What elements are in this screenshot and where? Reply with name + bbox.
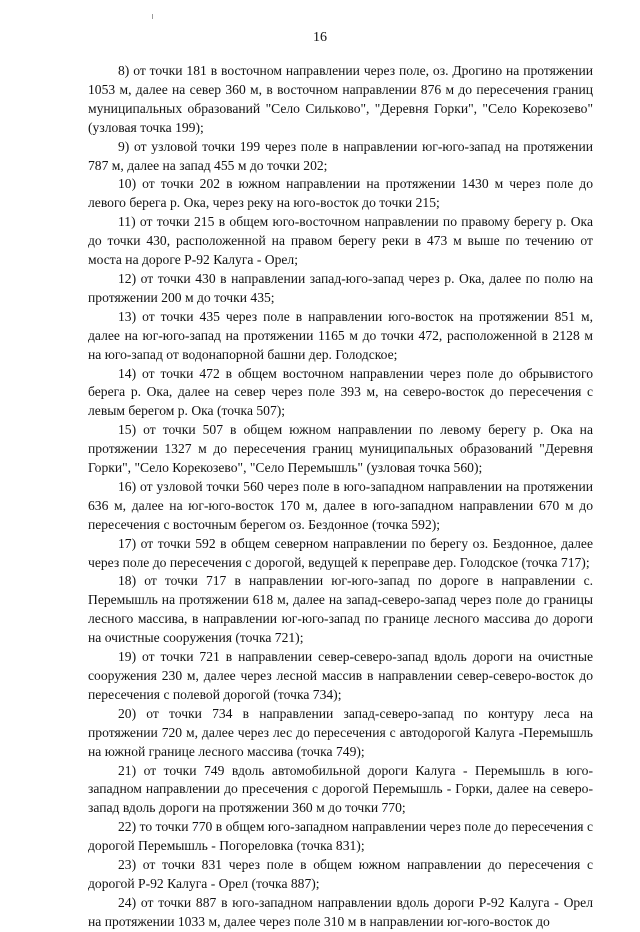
paragraph-19: 19) от точки 721 в направлении север-северо-запад вдоль дороги на очистные сооружения 230 м, далее через лесной массив в направлении север-северо-восток до пересечения с полевой дорогой (точка 734); bbox=[88, 649, 593, 702]
page-number: 16 bbox=[313, 30, 327, 45]
paragraph-11: 11) от точки 215 в общем юго-восточном направлении по правому берегу р. Ока до точки 430, расположенной на правом берегу реки в 473 м выше по течению от моста на дороге Р-92 Калуга - Орел; bbox=[88, 214, 593, 268]
paragraph-12: 12) от точки 430 в направлении запад-юго-запад через р. Ока, далее по полю на протяжении 200 м до точки 435; bbox=[88, 270, 593, 305]
paragraph-15: 15) от точки 507 в общем южном направлении по левому берегу р. Ока на протяжении 1327 м до пересечения границ муниципальных образований "Деревня Горки", "Село Корекозево", "Село Перемышль" (узловая точка 560); bbox=[88, 422, 593, 476]
paragraph-20: 20) от точки 734 в направлении запад-северо-запад по контуру леса на протяжении 720 м, далее через лес до пересечения с автодорогой Калуга -Перемышль на южной границе лесного массива (точка 749); bbox=[88, 705, 593, 759]
paragraph-17: 17) от точки 592 в общем северном направлении по берегу оз. Бездонное, далее через поле до пересечения с дорогой, ведущей к переправе дер. Голодское (точка 717); bbox=[88, 535, 593, 570]
paragraph-23: 23) от точки 831 через поле в общем южном направлении до пересечения с дорогой Р-92 Калуга - Орел (точка 887); bbox=[88, 857, 593, 891]
paragraph-22: 22) то точки 770 в общем юго-западном направлении через поле до пересечения с дорогой Перемышль - Погореловка (точка 831); bbox=[88, 819, 593, 854]
paragraph-14: 14) от точки 472 в общем восточном направлении через поле до обрывистого берега р. Ока, далее на север через поле 393 м, на северо-восток до пересечения с левым берегом р. Ока (точка 507); bbox=[88, 365, 593, 419]
paragraph-13: 13) от точки 435 через поле в направлении юго-восток на протяжении 851 м, далее на юг-юго-запад на протяжении 1165 м до точки 472, расположенной в 2128 м на юго-запад от водонапорной башни дер. Голодское; bbox=[88, 308, 593, 362]
document-body bbox=[88, 62, 593, 932]
paragraph-18: 18) от точки 717 в направлении юг-юго-запад по дороге в направлении с. Перемышль на протяжении 618 м, далее на запад-северо-запад через поле до границы лесного массива, в направлении юг-юго-запад по границе лесного массива до дороги на очистные сооружения (точка 721); bbox=[88, 573, 593, 646]
paragraph-8: 8) от точки 181 в восточном направлении через поле, оз. Дрогино на протяжении 1053 м, далее на север 360 м, в восточном направлении 876 м до пересечения границ муниципальных образований "Село Сильково", "Деревня Горки", "Село Корекозево" (узловая точка 199); bbox=[88, 63, 593, 135]
paragraph-16: 16) от узловой точки 560 через поле в юго-западном направлении на протяжении 636 м, далее на юг-юго-восток 170 м, далее в юго-западном направлении 670 м до пересечения с восточным берегом оз. Бездонное (точка 592); bbox=[88, 478, 593, 532]
paragraph-9: 9) от узловой точки 199 через поле в направлении юг-юго-запад на протяжении 787 м, далее на запад 455 м до точки 202; bbox=[88, 138, 593, 173]
scan-mark bbox=[152, 14, 153, 19]
paragraph-10: 10) от точки 202 в южном направлении на протяжении 1430 м через поле до левого берега р. Ока, через реку на юго-восток до точки 215; bbox=[88, 176, 593, 211]
paragraph-21: 21) от точки 749 вдоль автомобильной дороги Калуга - Перемышль в юго-западном направлении до пресечения с дорогой Перемышль - Горки, далее на северо-запад вдоль дороги на протяжении 360 м до точки 770; bbox=[88, 762, 593, 816]
paragraph-24: 24) от точки 887 в юго-западном направлении вдоль дороги Р-92 Калуга - Орел на протяжении 1033 м, далее через поле 310 м в направлении юг-юго-восток до bbox=[88, 894, 593, 929]
